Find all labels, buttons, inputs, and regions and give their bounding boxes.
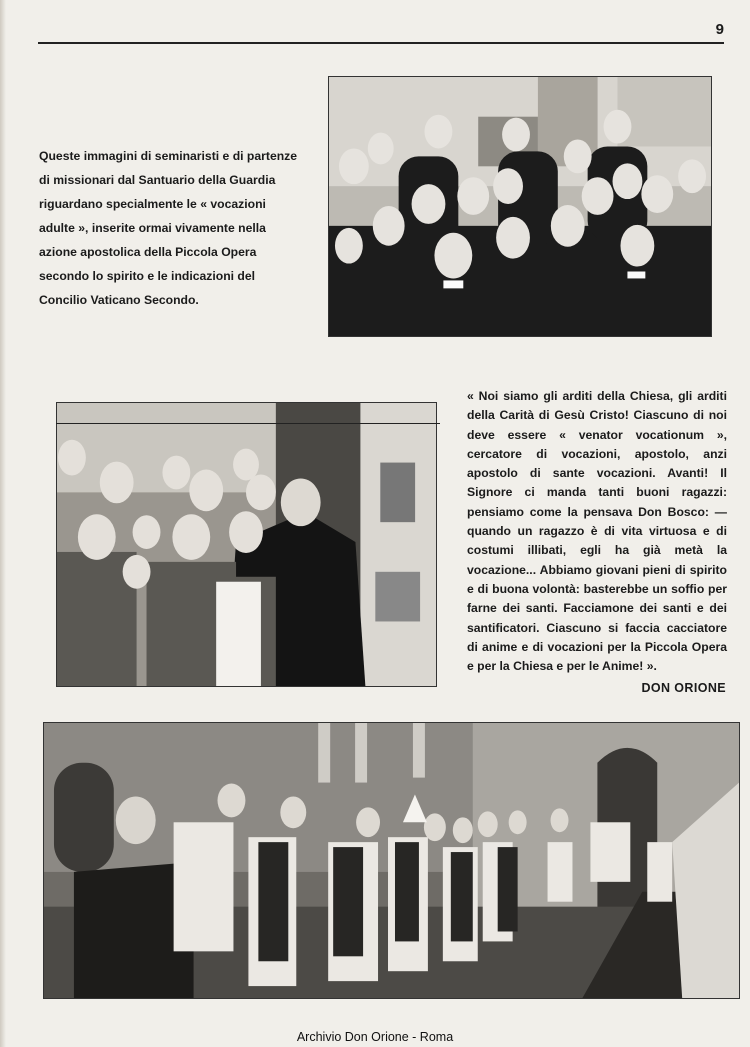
photo-priest-with-boys: [56, 402, 437, 687]
photo-seminarians-group: [328, 76, 712, 337]
archive-footer: Archivio Don Orione - Roma: [296, 1030, 454, 1044]
page-edge-shadow: [0, 0, 6, 1047]
photo-overlay-rule: [56, 423, 440, 424]
photo-caption: Queste immagini di seminaristi e di partenze di missionari dal Santuario della Guardia riguardano specialmente le « vocazioni adulte », inserite ormai vivamente nella azione apostolica della Piccola Opera secondo lo spirito e le indicazioni del Concilio Vaticano Secondo.: [39, 149, 298, 307]
page-number: 9: [715, 21, 724, 38]
quote-author: DON ORIONE: [641, 681, 726, 695]
header-rule: [38, 42, 724, 44]
don-orione-quote: « Noi siamo gli arditi della Chiesa, gli arditi della Carità di Gesù Cristo! Ciascuno di noi deve essere « venator vocationum », cercatore di vocazioni, apostolo, anzi apostolo di sante vocazioni. Avanti! Il Signore ci manda tanti buoni ragazzi: pensiamo come la pensava Don Bosco: — quando un ragazzo è di vita virtuosa e di costumi illibati, egli ha già metà la vocazione... Abbiamo giovani pieni di spirito e di buona volontà: basterebbe un soffio per farne dei santi. Facciamone dei santi e dei santificatori. Ciascuno si faccia cacciatore di anime e di vocazioni per la Piccola Opera e per la Chiesa e per le Anime! ».: [467, 389, 727, 674]
photo-church-ceremony: [43, 722, 740, 999]
